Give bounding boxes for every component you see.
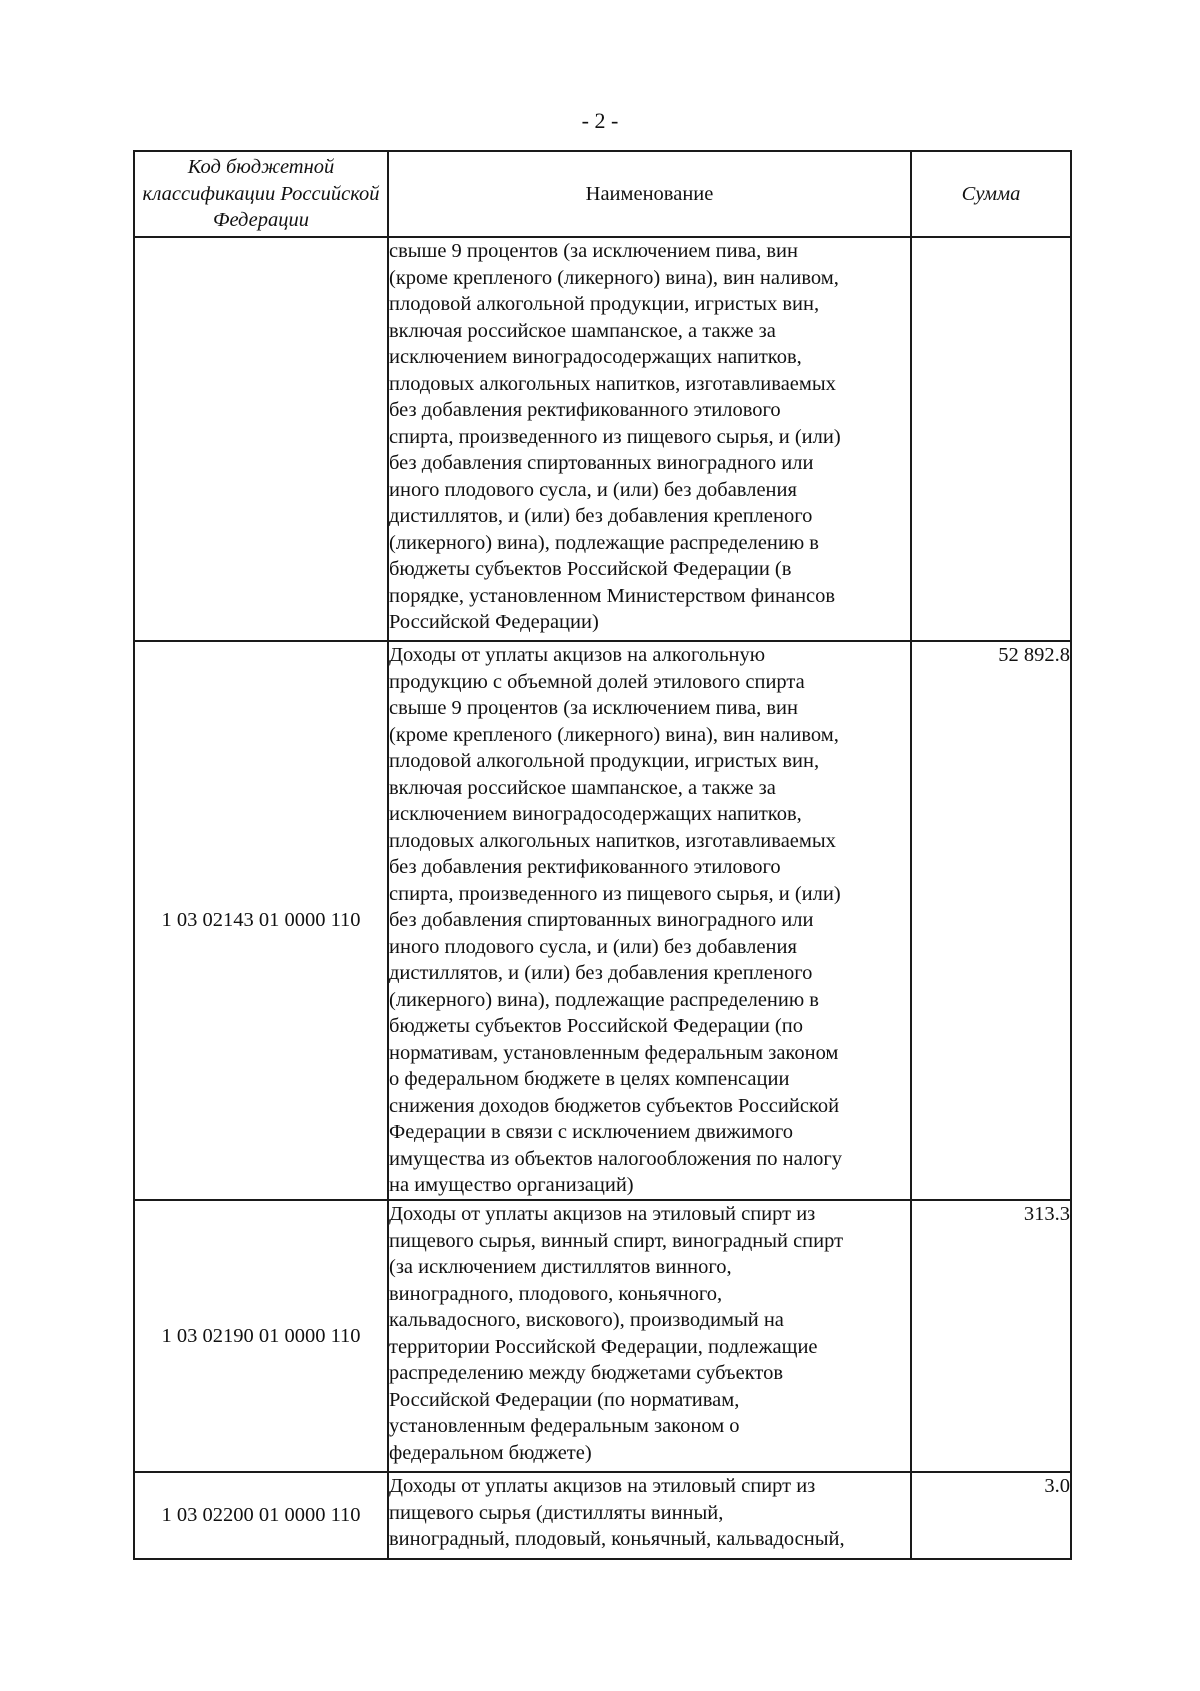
text-line: (кроме крепленого (ликерного) вина), вин наливом,	[389, 723, 839, 746]
text-line: исключением виноградосодержащих напитков,	[389, 346, 802, 368]
text-line: без добавления ректификованного этилового	[389, 399, 781, 421]
text-line: плодовых алкогольных напитков, изготавливаемых	[389, 829, 836, 852]
cell-name	[388, 1200, 911, 1472]
text-line: иного плодового сусла, и (или) без добавления	[389, 478, 797, 501]
header-sum: Сумма	[911, 151, 1071, 237]
text-line: (за исключением дистиллятов винного,	[389, 1256, 732, 1278]
text-line: дистиллятов, и (или) без добавления крепленого	[389, 505, 813, 527]
cell-name	[388, 237, 911, 641]
text-line: пищевого сырья, винный спирт, виноградный спирт	[389, 1229, 844, 1252]
text-line: имущества из объектов налогообложения по налогу	[389, 1147, 843, 1170]
page-number: - 2 -	[581, 108, 619, 133]
text-line: без добавления спиртованных виноградного или	[389, 909, 814, 931]
text-line: продукцию с объемной долей этилового спирта	[389, 670, 805, 693]
table-row	[134, 237, 1071, 641]
cell-name	[388, 1472, 911, 1559]
text-line: дистиллятов, и (или) без добавления крепленого	[389, 962, 813, 984]
table-row	[134, 1200, 1071, 1472]
text-line: (ликерного) вина), подлежащие распределению в	[389, 988, 819, 1011]
table-row	[134, 641, 1071, 1200]
text-line: порядке, установленном Министерством финансов	[389, 584, 836, 607]
text-line: иного плодового сусла, и (или) без добавления	[389, 935, 797, 958]
text-line: на имущество организаций)	[389, 1174, 634, 1196]
text-line: без добавления ректификованного этилового	[389, 856, 781, 878]
text-line: Доходы от уплаты акцизов на алкогольную	[389, 644, 766, 666]
header-code: Код бюджетной классификации Российской Федерации	[134, 151, 388, 237]
text-line: бюджеты субъектов Российской Федерации (в	[389, 558, 792, 580]
cell-code: 1 03 02200 01 0000 110	[134, 1472, 388, 1559]
cell-sum	[911, 237, 1071, 641]
text-line: плодовых алкогольных напитков, изготавливаемых	[389, 372, 836, 395]
table-row	[134, 1472, 1071, 1559]
text-line: включая российское шампанское, а также за	[389, 319, 776, 342]
text-line: установленным федеральным законом о	[389, 1415, 740, 1437]
text-line: нормативам, установленным федеральным законом	[389, 1041, 839, 1064]
text-line: виноградного, плодового, коньячного,	[389, 1282, 723, 1305]
text-line: распределению между бюджетами субъектов	[389, 1362, 784, 1384]
text-line: виноградный, плодовый, коньячный, кальвадосный,	[389, 1528, 845, 1550]
text-line: свыше 9 процентов (за исключением пива, вин	[389, 240, 798, 262]
text-line: Доходы от уплаты акцизов на этиловый спирт из	[389, 1475, 816, 1497]
text-line: (ликерного) вина), подлежащие распределению в	[389, 531, 819, 554]
text-line: Доходы от уплаты акцизов на этиловый спирт из	[389, 1203, 816, 1225]
text-line: Федерации в связи с исключением движимого	[389, 1121, 794, 1143]
text-line: Российской Федерации (по нормативам,	[389, 1388, 740, 1411]
text-line: пищевого сырья (дистилляты винный,	[389, 1501, 724, 1524]
table-header-row	[134, 151, 1071, 237]
text-line: без добавления спиртованных виноградного или	[389, 452, 814, 474]
cell-name	[388, 641, 911, 1200]
cell-sum: 313.3	[911, 1200, 1071, 1472]
text-line: включая российское шампанское, а также за	[389, 776, 776, 799]
text-line: спирта, произведенного из пищевого сырья, и (или)	[389, 882, 841, 905]
text-line: плодовой алкогольной продукции, игристых вин,	[389, 293, 820, 315]
cell-code: 1 03 02190 01 0000 110	[134, 1200, 388, 1472]
text-line: кальвадосного, вискового), производимый на	[389, 1309, 784, 1331]
text-line: Российской Федерации)	[389, 611, 599, 633]
text-line: (кроме крепленого (ликерного) вина), вин наливом,	[389, 266, 839, 289]
text-line: бюджеты субъектов Российской Федерации (по	[389, 1015, 803, 1037]
text-line: исключением виноградосодержащих напитков,	[389, 803, 802, 825]
cell-sum: 52 892.8	[911, 641, 1071, 1200]
budget-table	[133, 150, 1072, 1560]
cell-code: 1 03 02143 01 0000 110	[134, 641, 388, 1200]
cell-code	[134, 237, 388, 641]
text-line: федеральном бюджете)	[389, 1441, 592, 1464]
header-name: Наименование	[388, 151, 911, 237]
text-line: о федеральном бюджете в целях компенсации	[389, 1068, 790, 1090]
text-line: плодовой алкогольной продукции, игристых вин,	[389, 750, 820, 772]
text-line: территории Российской Федерации, подлежащие	[389, 1335, 818, 1358]
text-line: снижения доходов бюджетов субъектов Российской	[389, 1094, 840, 1117]
cell-sum: 3.0	[911, 1472, 1071, 1559]
text-line: спирта, произведенного из пищевого сырья, и (или)	[389, 425, 841, 448]
text-line: свыше 9 процентов (за исключением пива, вин	[389, 697, 798, 719]
